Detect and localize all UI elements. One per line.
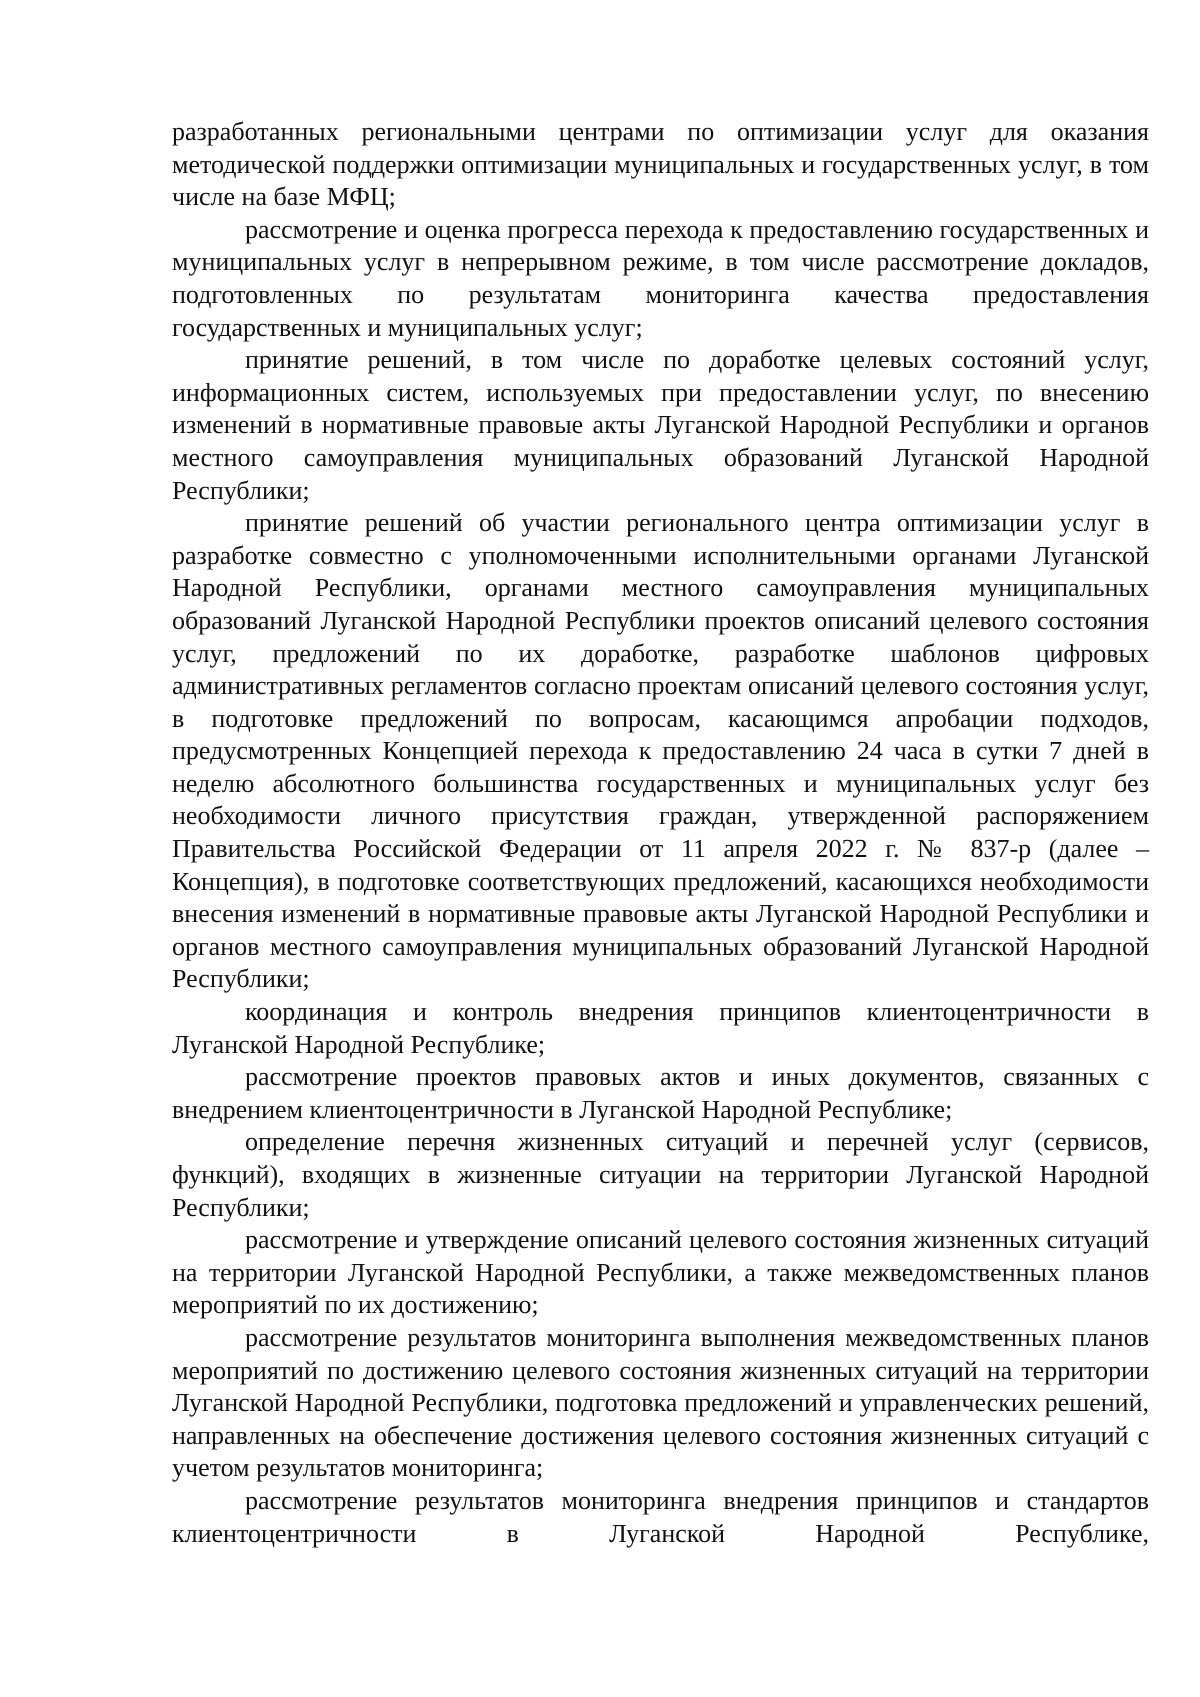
paragraph-6: рассмотрение проектов правовых актов и иных документов, связанных с внедрением клиентоцентричности в Луганской Народной Республике; bbox=[172, 1062, 1149, 1124]
paragraph-4: принятие решений об участии регионального центра оптимизации услуг в разработке совместно с уполномоченными исполнительными органами Луганской Народной Республики, органами местного самоуправления муниципальных образований Луганской Народной Республики проектов описаний целевого состояния услуг, предложений по их доработке, разработке шаблонов цифровых административных регламентов согласно проектам описаний целевого состояния услуг, в подготовке предложений по вопросам, касающимся апробации подходов, предусмотренных Концепцией перехода к предоставлению 24 часа в сутки 7 дней в неделю абсолютного большинства государственных и муниципальных услуг без необходимости личного присутствия граждан, утвержденной распоряжением Правительства Российской Федерации от 11 апреля 2022 г. № 837-р (далее – Концепция), в подготовке соответствующих предложений, касающихся необходимости внесения изменений в нормативные правовые акты Луганской Народной Республики и органов местного самоуправления муниципальных образований Луганской Народной Республики; bbox=[172, 508, 1149, 994]
paragraph-3: принятие решений, в том числе по доработке целевых состояний услуг, информационных систем, используемых при предоставлении услуг, по внесению изменений в нормативные правовые акты Луганской Народной Республики и органов местного самоуправления муниципальных образований Луганской Народной Республики; bbox=[172, 345, 1149, 505]
paragraph-8: рассмотрение и утверждение описаний целевого состояния жизненных ситуаций на территории Луганской Народной Республики, а также межведомственных планов мероприятий по их достижению; bbox=[172, 1225, 1149, 1320]
paragraph-1: разработанных региональными центрами по оптимизации услуг для оказания методической поддержки оптимизации муниципальных и государственных услуг, в том числе на базе МФЦ; bbox=[172, 117, 1149, 212]
paragraph-7: определение перечня жизненных ситуаций и перечней услуг (сервисов, функций), входящих в жизненные ситуации на территории Луганской Народной Республики; bbox=[172, 1127, 1149, 1222]
document-body bbox=[172, 116, 1149, 1550]
paragraph-5: координация и контроль внедрения принципов клиентоцентричности в Луганской Народной Республике; bbox=[172, 997, 1149, 1059]
paragraph-2: рассмотрение и оценка прогресса перехода к предоставлению государственных и муниципальных услуг в непрерывном режиме, в том числе рассмотрение докладов, подготовленных по результатам мониторинга качества предоставления государственных и муниципальных услуг; bbox=[172, 214, 1149, 342]
paragraph-9: рассмотрение результатов мониторинга выполнения межведомственных планов мероприятий по достижению целевого состояния жизненных ситуаций на территории Луганской Народной Республики, подготовка предложений и управленческих решений, направленных на обеспечение достижения целевого состояния жизненных ситуаций с учетом результатов мониторинга; bbox=[172, 1322, 1149, 1483]
paragraph-10: рассмотрение результатов мониторинга внедрения принципов и стандартов клиентоцентричности в Луганской Народной Республике, bbox=[172, 1485, 1149, 1548]
